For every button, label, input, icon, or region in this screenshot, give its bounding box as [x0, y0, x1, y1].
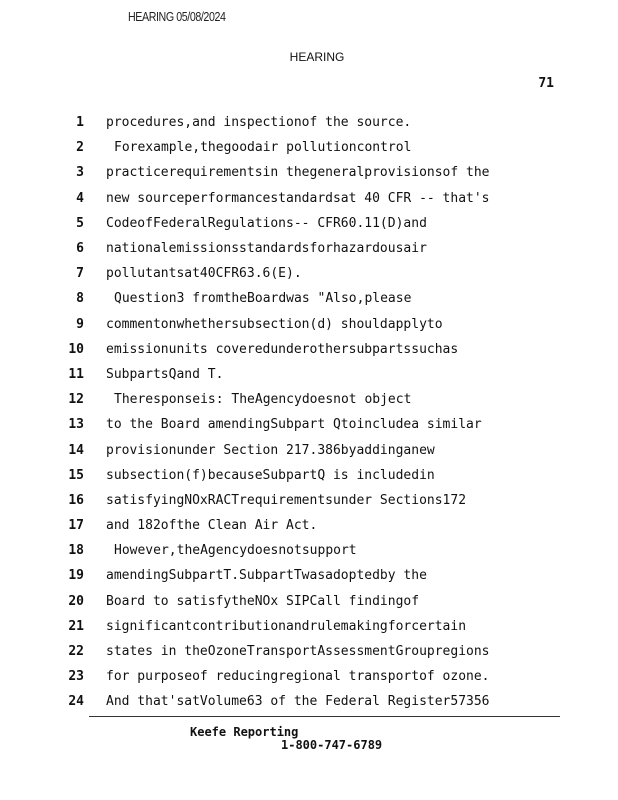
line-number: 21: [68, 618, 84, 634]
transcript-line: [60, 563, 560, 588]
transcript-line: [60, 236, 560, 261]
line-number: 5: [76, 215, 84, 231]
transcript-line: [60, 286, 560, 311]
transcript-line: [60, 186, 560, 211]
transcript-line: [60, 362, 560, 387]
line-text: emissionunits coveredunderothersubpartssuchas: [106, 341, 459, 357]
line-text: provisionunder Section 217.386byaddinganew: [106, 442, 435, 458]
transcript-line: [60, 211, 560, 236]
line-text: Theresponseis: TheAgencydoesnot object: [114, 392, 412, 408]
header-date-stamp: HEARING 05/08/2024: [128, 9, 226, 24]
line-number: 15: [68, 467, 84, 483]
line-number: 22: [68, 644, 84, 660]
line-text: satisfyingNOxRACTrequirementsunder Sections172: [106, 492, 467, 508]
line-text: amendingSubpartT.SubpartTwasadoptedby the: [106, 568, 427, 584]
line-text: CodeofFederalRegulations-- CFR60.11(D)and: [106, 215, 427, 231]
line-number: 2: [76, 140, 84, 156]
footer-divider: [89, 716, 560, 717]
line-text: for purposeof reducingregional transportof ozone.: [106, 669, 490, 685]
line-text: SubpartsQand T.: [106, 366, 224, 382]
line-number: 8: [76, 291, 84, 307]
line-text: states in theOzoneTransportAssessmentGroupregions: [106, 644, 490, 660]
line-number: 4: [76, 190, 84, 206]
line-text: Question3 fromtheBoardwas "Also,please: [114, 291, 412, 307]
transcript-line: [60, 664, 560, 689]
line-text: practicerequirementsin thegeneralprovisionsof the: [106, 165, 490, 181]
transcript-line: [60, 513, 560, 538]
footer-phone-number: 1-800-747-6789: [281, 738, 383, 752]
line-text: However,theAgencydoesnotsupport: [114, 543, 357, 559]
page-number: 71: [538, 76, 554, 91]
line-number: 18: [68, 543, 84, 559]
line-text: subsection(f)becauseSubpartQ is includedin: [106, 467, 435, 483]
line-number: 7: [76, 266, 84, 282]
transcript-body: [60, 110, 560, 715]
line-number: 23: [68, 669, 84, 685]
line-text: and 182ofthe Clean Air Act.: [106, 518, 318, 534]
footer-company-name: Keefe Reporting: [190, 725, 299, 739]
line-text: nationalemissionsstandardsforhazardousair: [106, 241, 427, 257]
line-number: 3: [76, 165, 84, 181]
line-number: 20: [68, 593, 84, 609]
transcript-line: [60, 614, 560, 639]
line-number: 9: [76, 316, 84, 332]
transcript-line: [60, 463, 560, 488]
line-text: new sourceperformancestandardsat 40 CFR -- that's: [106, 190, 490, 206]
line-number: 14: [68, 442, 84, 458]
transcript-line: [60, 261, 560, 286]
transcript-line: [60, 160, 560, 185]
line-number: 10: [68, 341, 84, 357]
line-number: 11: [68, 366, 84, 382]
line-number: 19: [68, 568, 84, 584]
line-text: Board to satisfytheNOx SIPCall findingof: [106, 593, 420, 609]
transcript-line: [60, 589, 560, 614]
transcript-line: [60, 437, 560, 462]
line-number: 12: [68, 392, 84, 408]
transcript-line: [60, 312, 560, 337]
transcript-line: [60, 337, 560, 362]
transcript-line: [60, 110, 560, 135]
line-number: 24: [68, 694, 84, 710]
line-text: And that'satVolume63 of the Federal Register57356: [106, 694, 490, 710]
line-text: pollutantsat40CFR63.6(E).: [106, 266, 302, 282]
transcript-line: [60, 538, 560, 563]
line-number: 16: [68, 492, 84, 508]
line-text: commentonwhethersubsection(d) shouldapplyto: [106, 316, 443, 332]
transcript-line: [60, 689, 560, 714]
line-text: to the Board amendingSubpart Qtoincludea similar: [106, 417, 482, 433]
line-text: Forexample,thegoodair pollutioncontrol: [114, 140, 412, 156]
line-number: 1: [76, 115, 84, 131]
transcript-line: [60, 412, 560, 437]
line-text: significantcontributionandrulemakingforcertain: [106, 618, 467, 634]
line-number: 13: [68, 417, 84, 433]
document-title: HEARING: [289, 50, 345, 64]
transcript-line: [60, 488, 560, 513]
transcript-line: [60, 135, 560, 160]
transcript-line: [60, 387, 560, 412]
transcript-line: [60, 639, 560, 664]
line-text: procedures,and inspectionof the source.: [106, 115, 412, 131]
line-number: 17: [68, 518, 84, 534]
line-number: 6: [76, 241, 84, 257]
